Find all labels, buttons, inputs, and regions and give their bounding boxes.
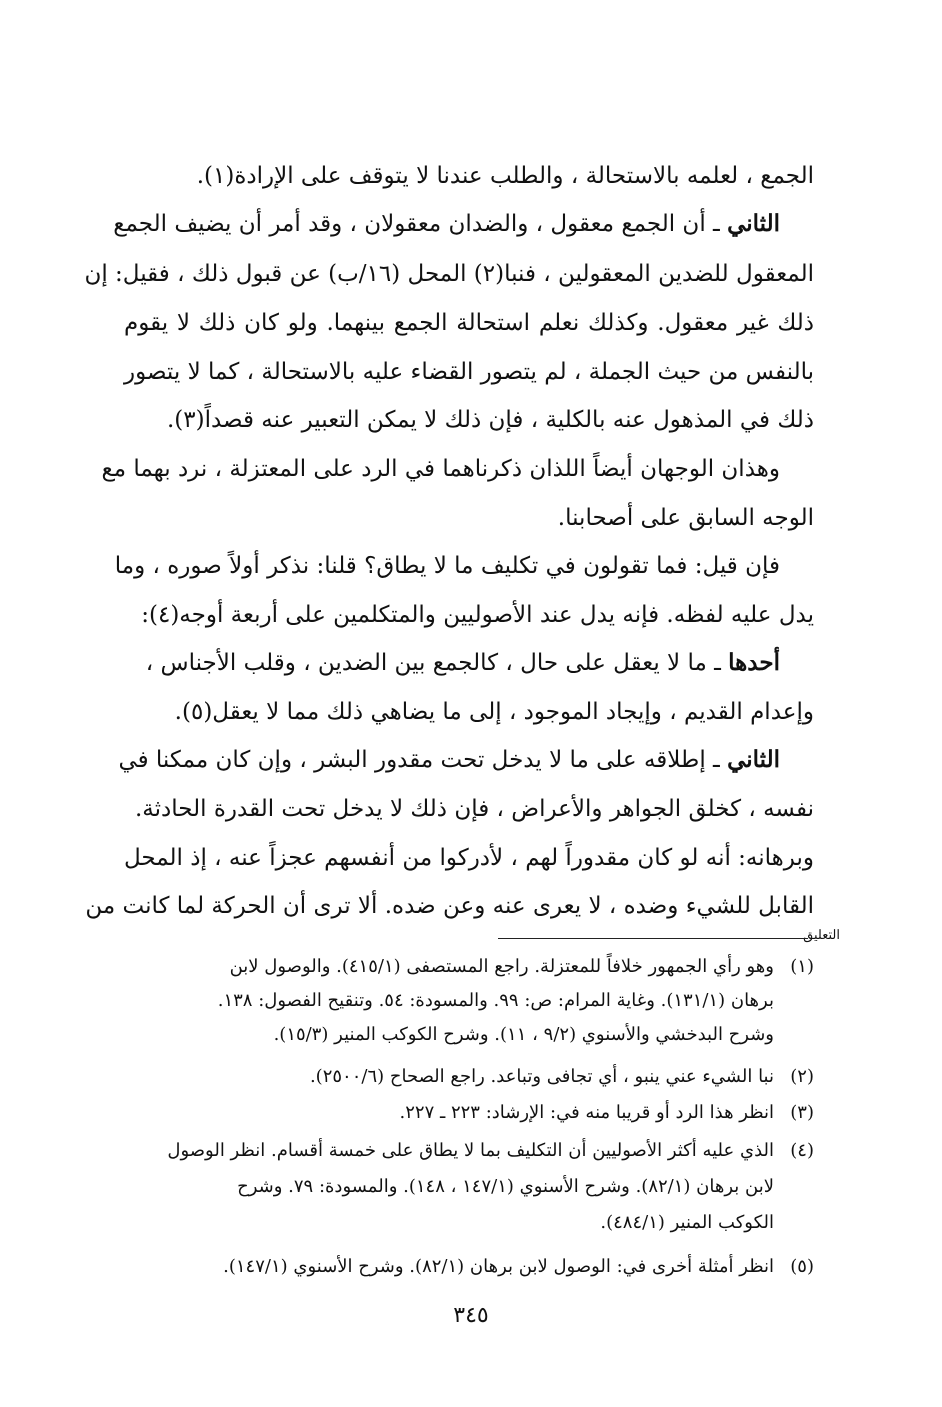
- footnote-number: (٥): [790, 1256, 814, 1277]
- body-line-5: بالنفس من حيث الجملة ، لم يتصور القضاء عليه بالاستحالة ، كما لا يتصور: [124, 359, 814, 385]
- footnote-heading: التعليق: [803, 928, 840, 943]
- footnote-4-line-2: لابن برهان (٨٢/١). وشرح الأسنوي (١٤٧/١ ، ١٤٨). والمسودة: ٧٩. وشرح: [237, 1176, 774, 1197]
- footnote-divider: [498, 938, 808, 939]
- body-line-12: وإعدام القديم ، وإيجاد الموجود ، إلى ما يضاهي ذلك مما لا يعقل(٥).: [174, 699, 814, 725]
- footnote-number: (١): [790, 956, 814, 977]
- body-line-7: وهذان الوجهان أيضاً اللذان ذكرناهما في الرد على المعتزلة ، نرد بهما مع: [101, 456, 780, 482]
- footnote-1-line-3: وشرح البدخشي والأسنوي (٩/٢ ، ١١). وشرح الكوكب المنير (١٥/٣).: [273, 1024, 774, 1045]
- footnote-1-line-1: (١)وهو رأي الجمهور خلافاً للمعتزلة. راجع المستصفى (٤١٥/١). والوصول لابن: [124, 952, 814, 984]
- body-line-10: يدل عليه لفظه. فإنه يدل عند الأصوليين والمتكلمين على أربعة أوجه(٤):: [141, 602, 814, 628]
- page-number: ٣٤٥: [453, 1303, 489, 1328]
- footnote-1-line-2: برهان (١٣١/١). وغاية المرام: ص: ٩٩. والمسودة: ٥٤. وتنقيح الفصول: ١٣٨.: [217, 990, 774, 1011]
- body-line-13: الثاني ـ إطلاقه على ما لا يدخل تحت مقدور البشر ، وإن كان ممكنا في: [118, 746, 780, 773]
- footnote-number: (٤): [790, 1140, 814, 1161]
- footnote-4-line-3: الكوكب المنير (٤٨٤/١).: [600, 1212, 774, 1233]
- body-line-15: وبرهانه: أنه لو كان مقدوراً لهم ، لأدركوا من أنفسهم عجزاً عنه ، إذ المحل: [123, 845, 814, 871]
- footnote-5: (٥)انظر أمثلة أخرى في: الوصول لابن برهان (٨٢/١). وشرح الأسنوي (١٤٧/١).: [124, 1252, 814, 1284]
- body-line-6: ذلك في المذهول عنه بالكلية ، فإن ذلك لا يمكن التعبير عنه قصداً(٣).: [166, 407, 814, 433]
- body-line-1: الجمع ، لعلمه بالاستحالة ، والطلب عندنا لا يتوقف على الإرادة(١).: [196, 163, 814, 189]
- body-line-16: القابل للشيء وضده ، لا يعرى عنه وعن ضده. ألا ترى أن الحركة لما كانت من: [85, 893, 814, 919]
- footnote-number: (٣): [790, 1102, 814, 1123]
- body-line-4: ذلك غير معقول. وكذلك نعلم استحالة الجمع بينهما. ولو كان ذلك لا يقوم: [124, 310, 814, 336]
- body-line-2: الثاني ـ أن الجمع معقول ، والضدان معقولان ، وقد أمر أن يضيف الجمع: [113, 210, 780, 237]
- footnote-4-line-1: (٤)الذي عليه أكثر الأصوليين أن التكليف بما لا يطاق على خمسة أقسام. انظر الوصول: [124, 1136, 814, 1168]
- body-line-9: فإن قيل: فما تقولون في تكليف ما لا يطاق؟ قلنا: نذكر أولاً صوره ، وما: [114, 553, 780, 579]
- body-line-8: الوجه السابق على أصحابنا.: [557, 505, 814, 531]
- body-line-11: أحدها ـ ما لا يعقل على حال ، كالجمع بين الضدين ، وقلب الأجناس ،: [145, 649, 780, 676]
- body-line-3: المعقول للضدين المعقولين ، فنبا(٢) المحل (١٦/ب) عن قبول ذلك ، فقيل: إن: [84, 261, 814, 287]
- body-line-14: نفسه ، كخلق الجواهر والأعراض ، فإن ذلك لا يدخل تحت القدرة الحادثة.: [134, 796, 814, 822]
- footnote-number: (٢): [790, 1066, 814, 1087]
- footnote-2: (٢)نبا الشيء عني ينبو ، أي تجافى وتباعد. راجع الصحاح (٢٥٠٠/٦).: [124, 1062, 814, 1094]
- footnote-3: (٣)انظر هذا الرد أو قريبا منه في: الإرشاد: ٢٢٣ ـ ٢٢٧.: [124, 1098, 814, 1130]
